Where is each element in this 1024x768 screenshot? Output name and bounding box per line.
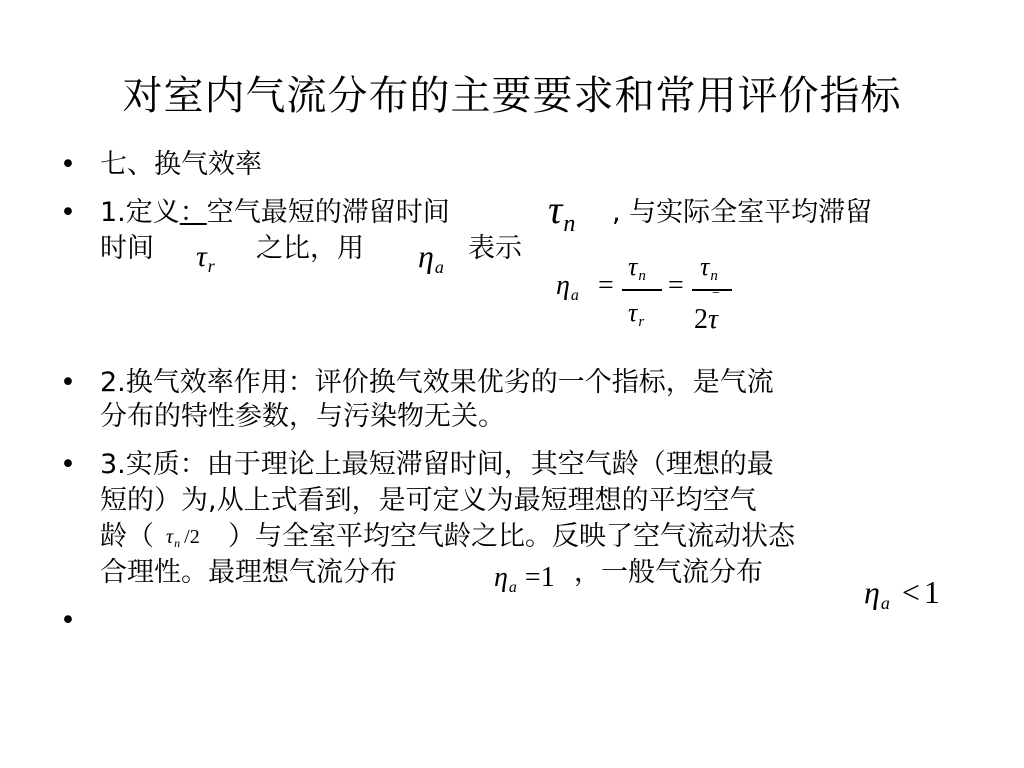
formula-den-1: $\tau_r$ [628,298,645,331]
eta-a-symbol: ηa [418,238,444,278]
bullet-marker: • [60,149,76,180]
bullet-marker: • [60,367,76,398]
section-heading: 七、换气效率 [100,149,262,180]
definition-line-2-start: 时间 [100,233,154,264]
tau-n-half-symbol: $\tau_n$ /2 [166,526,200,551]
fraction-bar-1 [622,289,662,291]
def-number: 1. [100,197,126,228]
function-line-1: 2.换气效率作用：评价换气效果优劣的一个指标，是气流 [100,367,774,398]
formula-overbar: − [712,286,720,301]
formula-eta-a: ηa [556,270,579,304]
bullet-marker-empty: • [60,605,76,636]
definition-line-2-mid: 之比，用 [256,233,364,264]
essence-line-3-start: 龄（ [100,521,154,552]
slide-title: 对室内气流分布的主要要求和常用评价指标 [122,73,902,119]
essence-line-4-start: 合理性。最理想气流分布 [100,557,397,588]
def-label: 定义 [125,197,180,228]
formula-equals-1: = [598,270,614,301]
formula-den-2: 2τ [694,304,719,335]
definition-line-1 [100,196,450,230]
tau-n-symbol: $\tau_n$ [548,187,576,237]
def-colon: ： [179,197,207,228]
formula-num-1: $\tau_n$ [628,252,646,285]
essence-line-4-end: ，一般气流分布 [574,557,763,588]
essence-line-1: 3.实质：由于理论上最短滞留时间，其空气龄（理想的最 [100,449,774,480]
essence-line-3-end: ）与全室平均空气龄之比。反映了空气流动状态 [228,521,795,552]
bullet-marker: • [60,449,76,480]
essence-line-2: 短的）为,从上式看到，是可定义为最短理想的平均空气 [100,485,757,516]
bullet-marker: • [60,197,76,228]
eta-equals-one: ηa =1 [494,562,555,596]
formula-equals-2: = [668,270,684,301]
function-line-2: 分布的特性参数，与污染物无关。 [100,401,505,432]
definition-line-1-end: , 与实际全室平均滞留 [612,197,873,228]
formula-num-2: $\tau_n$ [700,252,718,285]
eta-less-than-one: ηa < 1 [864,574,940,614]
definition-line-2-end: 表示 [468,233,522,264]
tau-r-symbol: $\tau_r$ [196,240,215,277]
def-text-1: 空气最短的滞留时间 [206,197,450,228]
